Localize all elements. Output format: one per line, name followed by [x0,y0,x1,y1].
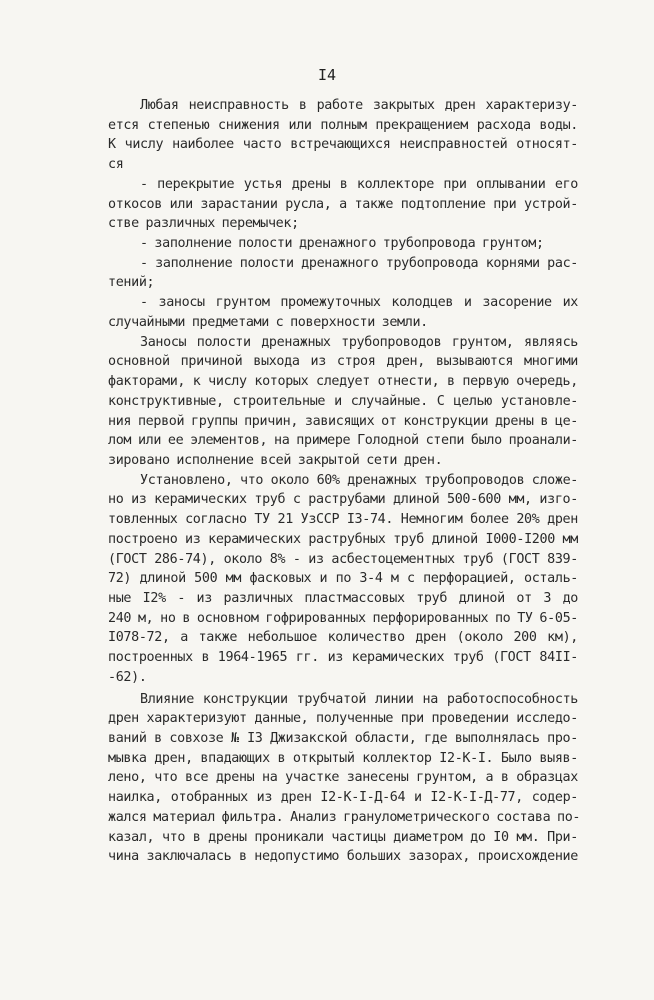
text-line: - заполнение полости дренажного трубопровода грунтом; [140,236,544,252]
text-line: лено, что все дрены на участке занесены грунтом, а в образцах [108,770,578,786]
text-line: товленных согласно ТУ 21 УзССР I3-74. Немногим более 20% дрен [108,512,578,528]
text-line: случайными предметами с поверхности земли. [108,314,428,330]
text-line: казал, что в дрены проникали частицы диаметром до I0 мм. При- [108,829,578,845]
text-line: ные I2% - из различных пластмассовых труб длиной от 3 до [108,590,578,606]
text-line: ваний в совхозе № I3 Джизакской области, где выполнялась про- [108,731,578,746]
text-line: ся [108,157,124,173]
text-line: 240 м, но в основном гофрированных перфорированных по ТУ 6-05- [108,610,578,626]
text-line: К числу наиболее часто встречающихся неисправностей относят- [108,137,578,153]
text-line: основной причиной выхода из строя дрен, вызываются многими [108,354,578,370]
text-line: I078-72, а также небольшое количество дрен (около 200 км), [108,630,578,646]
text-line: но из керамических труб с раструбами длиной 500-600 мм, изго- [108,492,578,508]
text-line: зировано исполнение всей закрытой сети дрен. [108,452,443,468]
text-line: дрен характеризуют данные, полученные при проведении исследо- [108,711,578,727]
text-line: 72) длиной 500 мм фасковых и по 3-4 м с перфорацией, осталь- [108,571,578,587]
text-line: тений; [108,275,155,291]
text-line: - заполнение полости дренажного трубопровода корнями рас- [140,255,578,271]
text-line: откосов или зарастании русла, а также подтопление при устрой- [108,196,578,212]
text-line: - перекрытие устья дрены в коллекторе при оплывании его [140,176,578,192]
text-line: наилка, отобранных из дрен I2-К-I-Д-64 и I2-К-I-Д-77, содер- [108,790,578,806]
text-line: Установлено, что около 60% дренажных трубопроводов сложе- [140,472,578,488]
text-line: Заносы полости дренажных трубопроводов грунтом, являясь [140,334,578,350]
text-line: лом или ее элементов, на примере Голодной степи было проанали- [108,433,578,449]
text-line: мывка дрен, впадающих в открытый коллектор I2-К-I. Было выяв- [108,750,578,766]
text-line: (ГОСТ 286-74), около 8% - из асбестоцементных труб (ГОСТ 839- [108,551,578,567]
text-line: Влияние конструкции трубчатой линии на работоспособность [140,691,578,707]
text-line: конструктивные, строительные и случайные. С целью установле- [108,393,578,409]
text-line: -62). [108,669,147,685]
text-line: чина заключалась в недопустимо больших зазорах, происхождение [108,849,578,865]
page-number: I4 [317,66,337,84]
text-line: стве различных перемычек; [108,216,299,232]
text-line: жался материал фильтра. Анализ гранулометрического состава по- [108,809,581,825]
text-line: ется степенью снижения или полным прекращением расхода воды. [108,117,578,133]
text-line: построено из керамических раструбных труб длиной I000-I200 мм [108,531,578,547]
text-line: ния первой группы причин, зависящих от конструкции дрены в це- [108,413,578,429]
text-line: Любая неисправность в работе закрытых дрен характеризу- [140,98,578,113]
text-line: - заносы грунтом промежуточных колодцев и засорение их [140,295,578,311]
text-line: построенных в 1964-1965 гг. из керамических труб (ГОСТ 84II- [108,650,578,666]
body-text [108,96,581,867]
text-line: факторами, к числу которых следует отнести, в первую очередь, [108,374,578,390]
